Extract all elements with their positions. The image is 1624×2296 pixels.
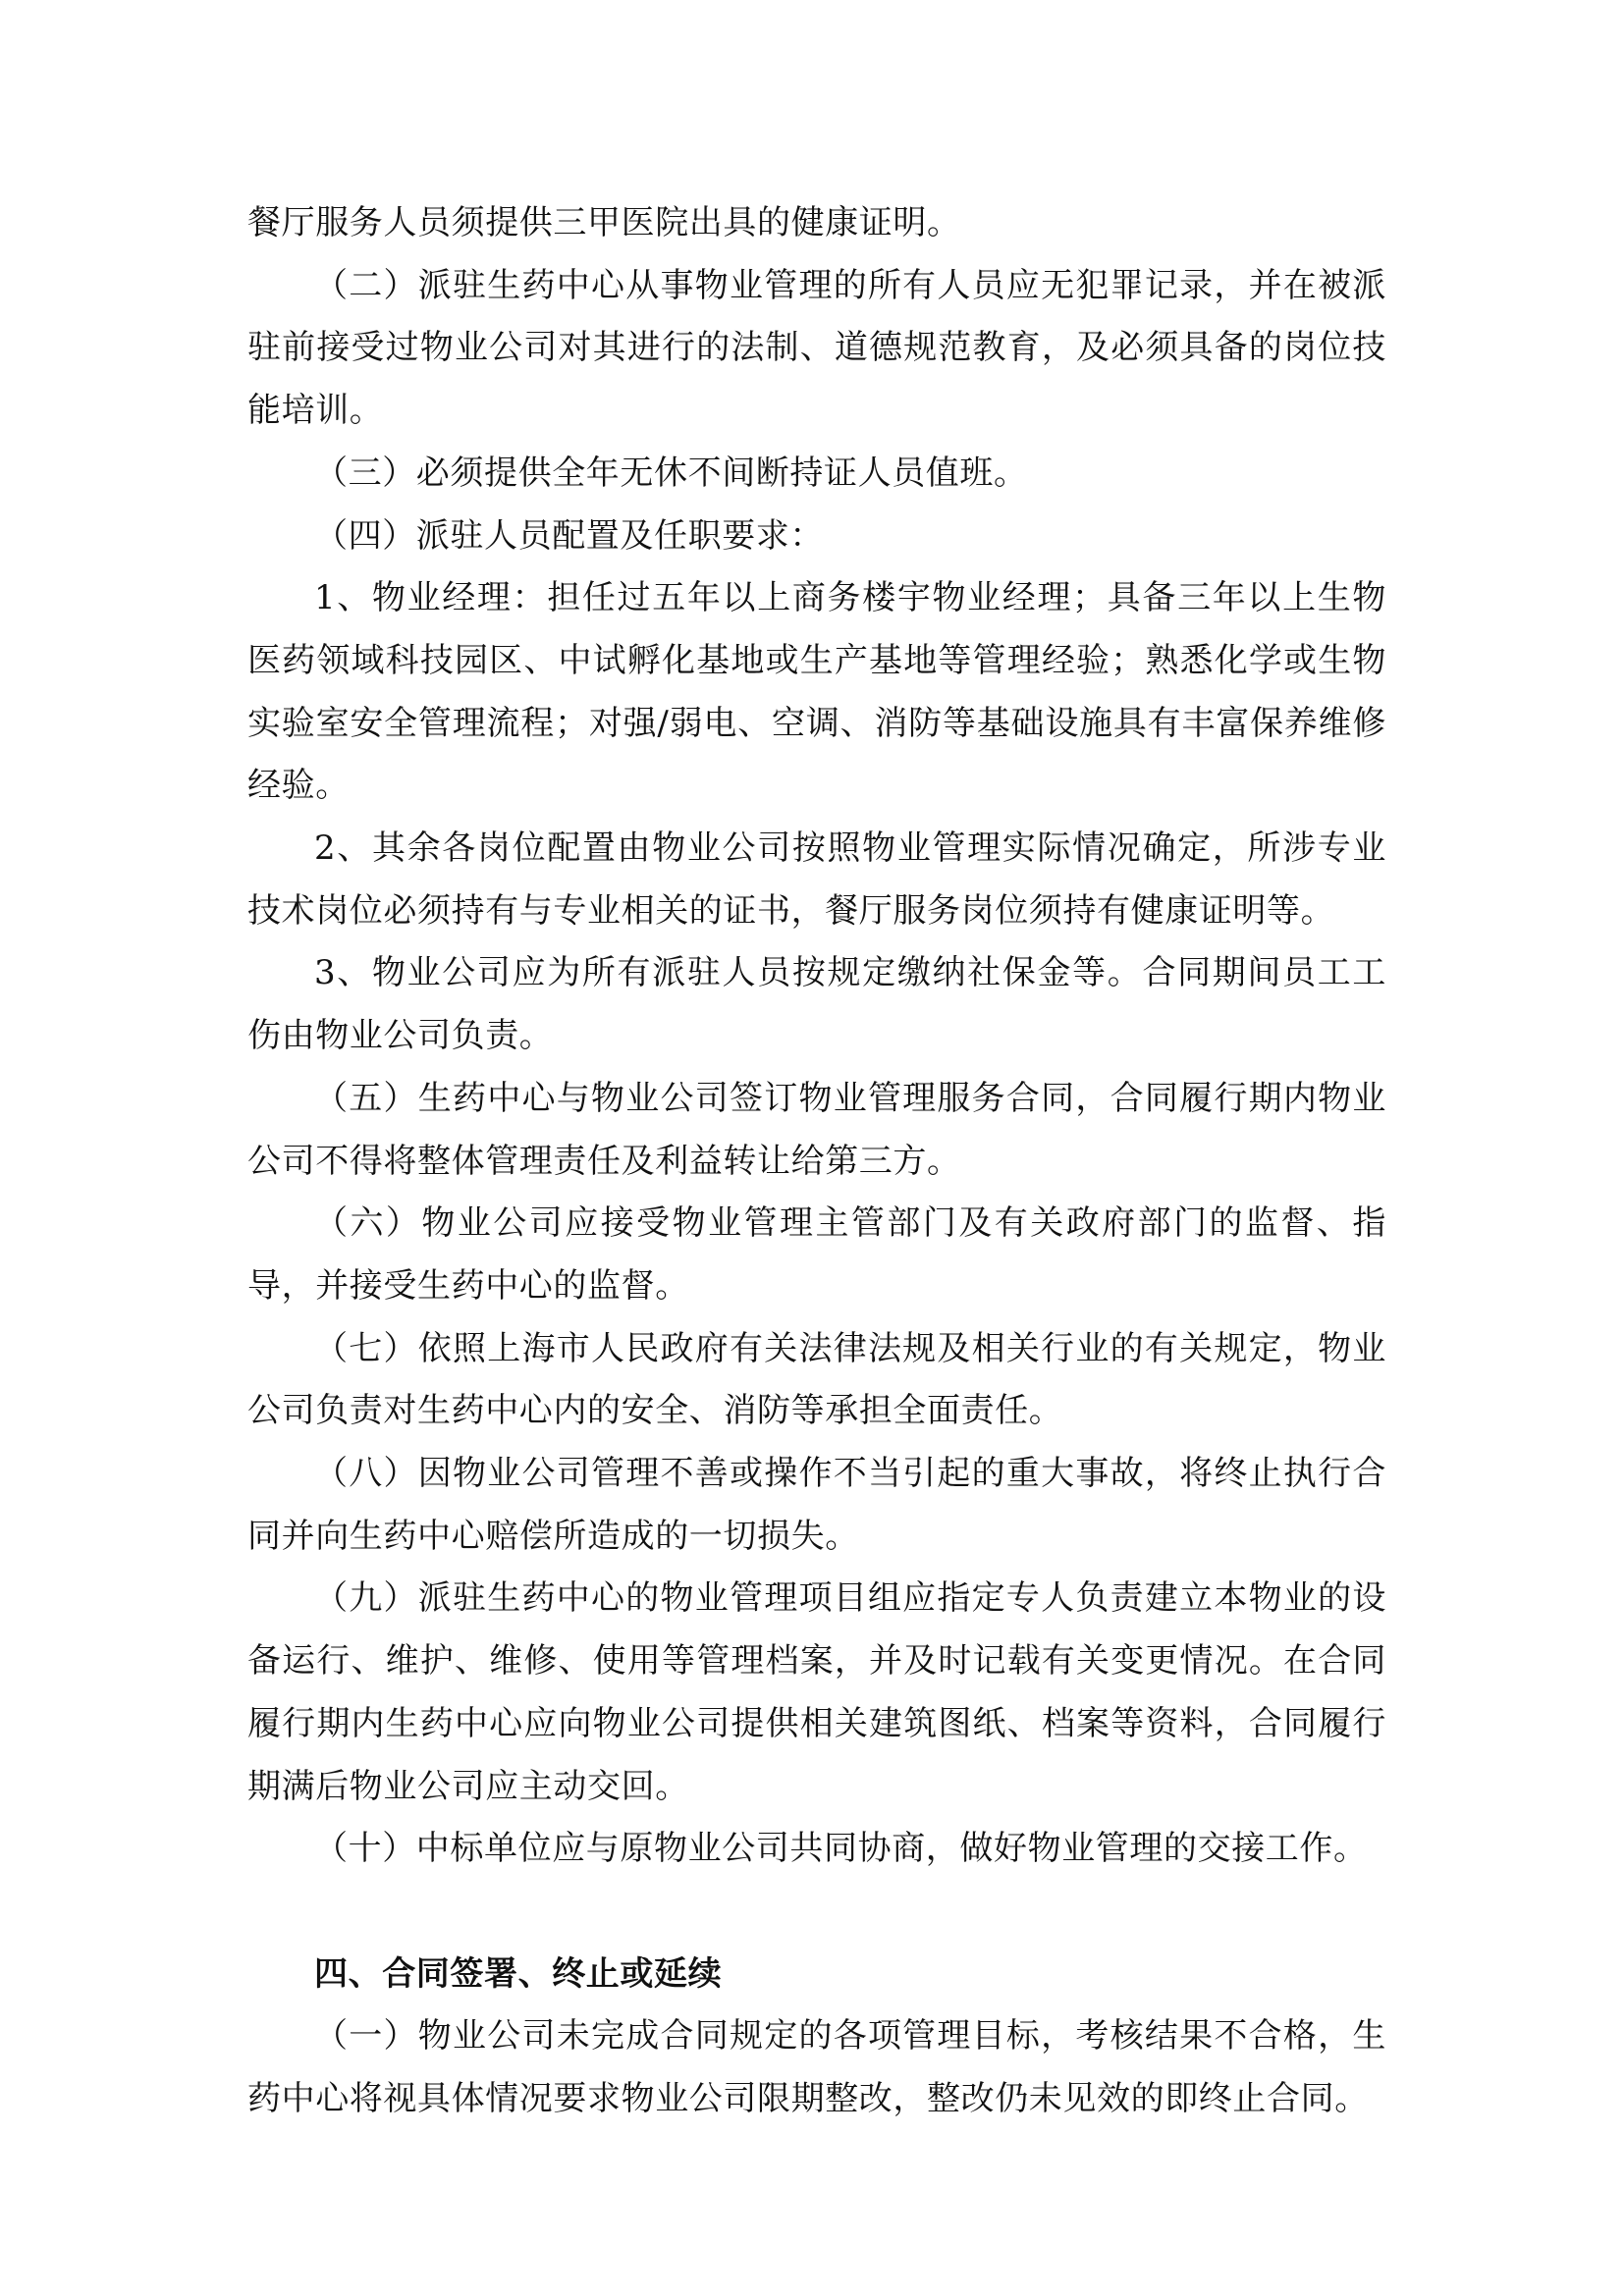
paragraph: （五）生药中心与物业公司签订物业管理服务合同，合同履行期内物业公司不得将整体管理责任及利益转让给第三方。 [247, 1078, 1386, 1181]
paragraph: （七）依照上海市人民政府有关法律法规及相关行业的有关规定，物业公司负责对生药中心内的安全、消防等承担全面责任。 [247, 1328, 1386, 1431]
paragraph-continuation: 餐厅服务人员须提供三甲医院出具的健康证明。 [247, 203, 961, 242]
document-body [247, 192, 1386, 2131]
paragraph: （九）派驻生药中心的物业管理项目组应指定专人负责建立本物业的设备运行、维护、维修、使用等管理档案，并及时记载有关变更情况。在合同履行期内生药中心应向物业公司提供相关建筑图纸、档案等资料，合同履行期满后物业公司应主动交回。 [247, 1578, 1386, 1806]
paragraph: （八）因物业公司管理不善或操作不当引起的重大事故，将终止执行合同并向生药中心赔偿所造成的一切损失。 [247, 1454, 1386, 1556]
paragraph: 2、其余各岗位配置由物业公司按照物业管理实际情况确定，所涉专业技术岗位必须持有与专业相关的证书，餐厅服务岗位须持有健康证明等。 [247, 828, 1386, 931]
paragraph: （四）派驻人员配置及任职要求： [314, 515, 824, 556]
paragraph: （二）派驻生药中心从事物业管理的所有人员应无犯罪记录，并在被派驻前接受过物业公司对其进行的法制、道德规范教育，及必须具备的岗位技能培训。 [247, 265, 1386, 431]
paragraph: （十）中标单位应与原物业公司共同协商，做好物业管理的交接工作。 [314, 1829, 1368, 1869]
paragraph: 1、物业经理：担任过五年以上商务楼宇物业经理；具备三年以上生物医药领域科技园区、中试孵化基地或生产基地等管理经验；熟悉化学或生物实验室安全管理流程；对强/弱电、空调、消防等基础设施具有丰富保养维修经验。 [247, 578, 1386, 806]
paragraph: （三）必须提供全年无休不间断持证人员值班。 [314, 453, 1028, 493]
paragraph: （一）物业公司未完成合同规定的各项管理目标，考核结果不合格，生药中心将视具体情况要求物业公司限期整改，整改仍未见效的即终止合同。 [247, 2016, 1386, 2119]
paragraph: （六）物业公司应接受物业管理主管部门及有关政府部门的监督、指导，并接受生药中心的监督。 [247, 1203, 1386, 1306]
section-heading: 四、合同签署、终止或延续 [314, 1953, 723, 1994]
paragraph: 3、物业公司应为所有派驻人员按规定缴纳社保金等。合同期间员工工伤由物业公司负责。 [247, 953, 1386, 1056]
